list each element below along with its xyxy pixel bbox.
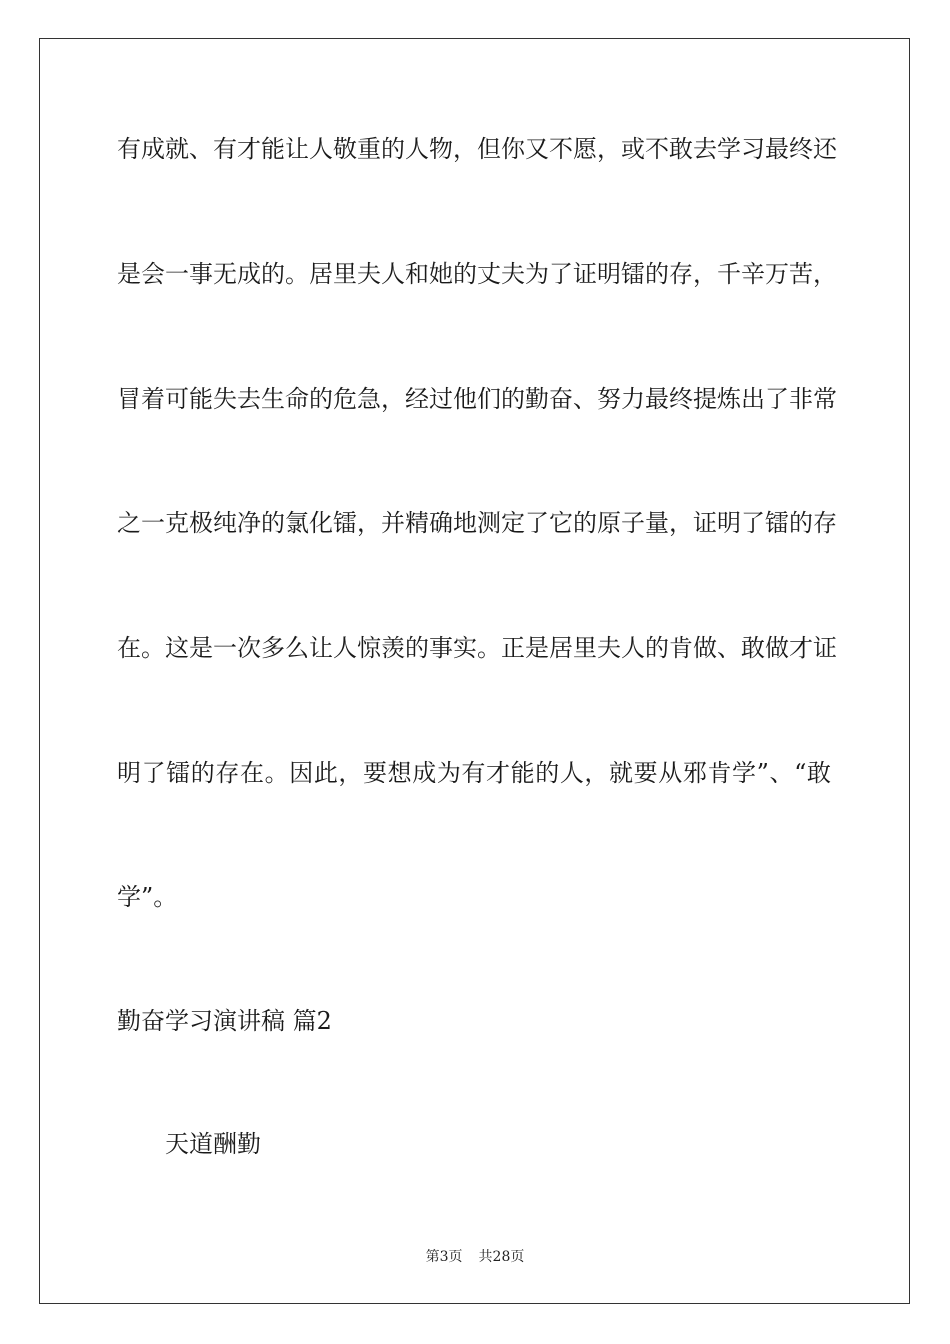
section-subheading: 天道酬勤: [165, 1130, 261, 1158]
body-text-line: 是会一事无成的。居里夫人和她的丈夫为了证明镭的存，千辛万苦，: [117, 260, 837, 288]
body-text-line: 之一克极纯净的氯化镭，并精确地测定了它的原子量，证明了镭的存: [117, 509, 837, 537]
page-border: [39, 38, 910, 1304]
body-text-line: 冒着可能失去生命的危急，经过他们的勤奋、努力最终提炼出了非常: [117, 385, 837, 413]
body-text-line: 有成就、有才能让人敬重的人物，但你又不愿，或不敢去学习最终还: [117, 135, 837, 163]
section-heading: 勤奋学习演讲稿 篇2: [117, 1007, 332, 1035]
page-total: 共28页: [478, 1249, 525, 1265]
page-number: 第3页: [425, 1249, 463, 1265]
page-footer: [0, 1248, 950, 1266]
body-text-line: 学”。: [117, 883, 178, 911]
body-text-line: 在。这是一次多么让人惊羡的事实。正是居里夫人的肯做、敢做才证: [117, 634, 837, 662]
body-text-line: 明了镭的存在。因此，要想成为有才能的人，就要从邪肯学”、“敢: [117, 759, 831, 787]
